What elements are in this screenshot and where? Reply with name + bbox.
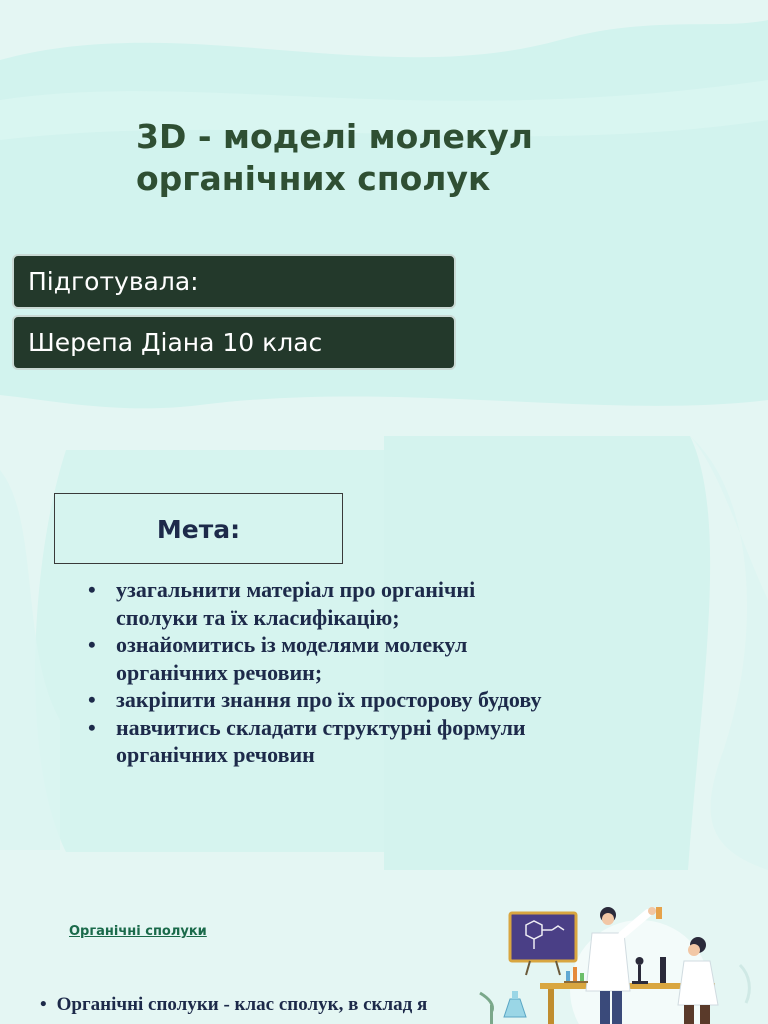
bullet-icon: • (88, 632, 96, 657)
slide-title (136, 116, 696, 200)
goal-item-text: узагальнити матеріал про органічні сполуки та їх класифікацію; (116, 577, 476, 630)
definition-text-content: Органічні сполуки - клас сполук, в склад я (56, 994, 428, 1015)
goal-item-text: закріпити знання про їх просторову будову (116, 687, 542, 712)
goal-item (86, 686, 556, 714)
definition-text (40, 994, 427, 1016)
author-name: Шерепа Діана 10 клас (12, 315, 456, 370)
bullet-icon: • (88, 577, 96, 602)
goal-heading: Мета: (54, 493, 343, 564)
goal-item (86, 631, 556, 686)
goal-item-text: ознайомитись із моделями молекул органічних речовин; (116, 632, 468, 685)
bullet-icon: • (88, 687, 96, 712)
prepared-by-label: Підготувала: (12, 254, 456, 309)
goal-item (86, 714, 556, 769)
goal-item (86, 576, 556, 631)
bullet-icon: • (40, 994, 47, 1015)
bullet-icon: • (88, 714, 96, 740)
organic-compounds-link[interactable]: Органічні сполуки (69, 924, 207, 939)
goal-item-text: навчитись складати структурні формули органічних речовин (116, 714, 526, 767)
scientists-lab-illustration (470, 895, 768, 1024)
title-line-2: органічних сполук (136, 159, 491, 198)
title-line-1: 3D - моделі молекул (136, 117, 533, 156)
goal-list (86, 576, 556, 769)
